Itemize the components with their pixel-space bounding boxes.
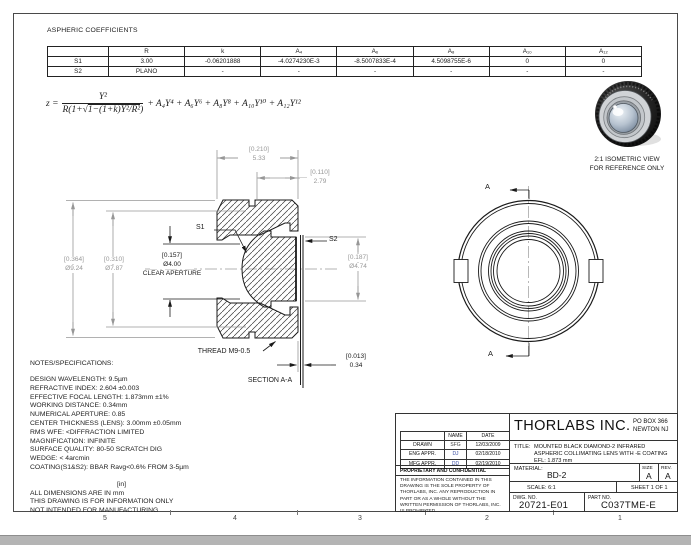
zone-tick xyxy=(297,510,298,515)
formula-tail: + A₄Y⁴ + A₆Y⁶ + A₈Y⁸ + A₁₀Y¹⁰ + A₁₂Y¹² xyxy=(147,99,301,109)
coeff-header-cell xyxy=(48,47,109,57)
approval-cell: SFG xyxy=(445,441,467,450)
notes-lines xyxy=(30,376,275,516)
coeff-cell: S1 xyxy=(48,57,109,67)
isometric-render xyxy=(595,81,661,147)
surface-s2-label: S2 xyxy=(329,236,338,243)
spanner-slot-right xyxy=(589,260,603,283)
rev-label: REV. xyxy=(661,465,672,471)
dim-id-in: [0.310] xyxy=(95,256,133,264)
proprietary-box xyxy=(396,465,509,517)
coeff-cell: - xyxy=(565,67,641,77)
note-line: SURFACE QUALITY: 80-50 SCRATCH DIG xyxy=(30,446,163,454)
coeff-cell: - xyxy=(261,67,337,77)
title-line3: EFL: 1.873 mm xyxy=(534,457,573,464)
approval-cell: DJ xyxy=(445,450,467,459)
title-lines xyxy=(534,444,667,465)
note-line: THIS DRAWING IS FOR INFORMATION ONLY xyxy=(30,498,174,506)
coeff-cell: 4.5098755E-6 xyxy=(413,57,489,67)
surface-s1-label: S1 xyxy=(196,224,205,231)
material-row xyxy=(509,464,677,482)
coeff-header-cell: A₁₀ xyxy=(489,47,565,57)
approval-cell: DATE xyxy=(467,432,510,441)
coeff-header-cell: k xyxy=(185,47,261,57)
dim-back-in: [0.110] xyxy=(300,169,340,177)
dim-clear-aperture-in: [0.157] xyxy=(150,252,194,260)
note-line: ALL DIMENSIONS ARE IN mm xyxy=(30,489,125,497)
part-label: PART NO. xyxy=(588,495,612,501)
note-line: DESIGN WAVELENGTH: 9.5µm xyxy=(30,376,128,383)
formula-fraction xyxy=(62,92,143,115)
coeff-header-cell: A₈ xyxy=(413,47,489,57)
approval-cell xyxy=(401,432,445,441)
formula-sqrt: 1−(1+k)Y²/R² xyxy=(87,105,141,115)
iso-caption-line2: FOR REFERENCE ONLY xyxy=(589,165,665,172)
dim-clear-aperture-mm: Ø4.00 xyxy=(150,261,194,269)
address-line2: NEWTON NJ xyxy=(633,426,669,433)
approval-cell: 12/03/2009 xyxy=(467,441,510,450)
note-line: [in] xyxy=(117,480,127,488)
coeff-header-cell: A₆ xyxy=(337,47,413,57)
size-box xyxy=(639,464,658,482)
size-label: SIZE xyxy=(642,465,653,471)
coeff-cell: - xyxy=(185,67,261,77)
coeff-header-cell: A₁₂ xyxy=(565,47,641,57)
approval-cell: DD xyxy=(445,459,467,468)
approval-cell: NAME xyxy=(445,432,467,441)
note-line: REFRACTIVE INDEX: 2.604 ±0.003 xyxy=(30,384,140,392)
coeff-cell: S2 xyxy=(48,67,109,77)
note-line: RMS WFE: <DIFFRACTION LIMITED xyxy=(30,428,145,436)
coeff-cell: -0.06201888 xyxy=(185,57,261,67)
proprietary-text: THE INFORMATION CONTAINED IN THIS DRAWING IS THE SOLE PROPERTY OF THORLABS, INC. ANY REPRODUCTION IN PART OR AS A WHOLE WITHOUT THE WRITTEN PERMISSION OF THORLABS, INC. IS PROHIBITED. xyxy=(400,478,501,515)
lens-section xyxy=(242,231,296,307)
zone-number: 1 xyxy=(618,515,622,522)
formula-denominator: R(1+√1−(1+k)Y²/R²) xyxy=(62,105,144,115)
formula-den-pre: R(1+ xyxy=(62,105,83,115)
dwg-part-divider xyxy=(584,493,585,511)
proprietary-title: PROPRIETARY AND CONFIDENTIAL xyxy=(396,466,509,476)
dim-working-distance-mm: 0.34 xyxy=(336,362,376,370)
iso-caption-line1: 2:1 ISOMETRIC VIEW xyxy=(594,156,660,163)
note-line: CENTER THICKNESS (LENS): 3.00mm ±0.05mm xyxy=(30,419,182,427)
number-row xyxy=(509,493,677,511)
dim-working-distance-in: [0.013] xyxy=(336,353,376,361)
mount-top-section xyxy=(217,200,298,240)
dim-id-mm: Ø7.87 xyxy=(95,265,133,273)
formula-lhs: z = xyxy=(46,98,59,109)
thread-callout: THREAD M9-0.5 xyxy=(197,348,251,355)
size-value: A xyxy=(646,471,652,481)
dim-width-in: [0.210] xyxy=(238,146,280,154)
section-caption: SECTION A-A xyxy=(247,377,293,384)
material-label: MATERIAL: xyxy=(514,466,543,472)
approval-cell: DRAWN xyxy=(401,441,445,450)
title-row xyxy=(509,441,677,464)
dim-od-mm: Ø9.24 xyxy=(55,265,93,273)
coeff-header-cell: R xyxy=(109,47,185,57)
formula-numerator: Y² xyxy=(62,92,143,104)
title-line2: ASPHERIC COLLIMATING LENS WITH -E COATING xyxy=(534,450,668,457)
approvals-table xyxy=(400,431,510,469)
coeff-cell: 0 xyxy=(489,57,565,67)
note-line: WEDGE: < 4arcmin xyxy=(30,455,90,463)
asphere-sag-formula xyxy=(46,92,301,115)
section-arrow-label-top: A xyxy=(485,182,491,191)
dim-od-in: [0.364] xyxy=(55,256,93,264)
zone-number: 5 xyxy=(103,515,107,522)
note-line: MAGNIFICATION: INFINITE xyxy=(30,437,116,445)
notes-title: NOTES/SPECIFICATIONS: xyxy=(30,360,114,367)
dwg-number: 20721-E01 xyxy=(519,500,569,511)
formula-den-post: ) xyxy=(140,105,144,115)
notes-block xyxy=(30,360,275,516)
approval-cell: MFG APPR. xyxy=(401,459,445,468)
material-value: BD-2 xyxy=(547,470,567,480)
coeff-cell: PLANO xyxy=(109,67,185,77)
address-line1: PO BOX 366 xyxy=(633,419,668,425)
rev-value: A xyxy=(665,471,671,481)
dim-s2-mm: Ø4.74 xyxy=(338,263,378,271)
company-address xyxy=(633,419,669,434)
coeff-cell: - xyxy=(337,67,413,77)
approval-cell: ENG APPR. xyxy=(401,450,445,459)
zone-number: 4 xyxy=(233,515,237,522)
note-line: NUMERICAL APERTURE: 0.85 xyxy=(30,411,126,419)
zone-number: 3 xyxy=(358,515,362,522)
dwg-label: DWG. NO. xyxy=(513,495,537,501)
mount-bottom-section xyxy=(217,298,298,338)
part-number: C037TME-E xyxy=(601,500,656,511)
coeff-cell: -8.5007833E-4 xyxy=(337,57,413,67)
spanner-slot-left xyxy=(454,260,468,283)
approval-cell: 02/19/2010 xyxy=(467,459,510,468)
rev-box xyxy=(658,464,677,482)
approval-cell: 02/18/2010 xyxy=(467,450,510,459)
coefficients-title: ASPHERIC COEFFICIENTS xyxy=(47,27,138,34)
sheet-value: SHEET 1 OF 1 xyxy=(631,484,668,491)
title-line1: MOUNTED BLACK DIAMOND-2 INFRARED xyxy=(534,443,646,450)
scale-sheet-divider xyxy=(616,482,617,493)
note-line: EFFECTIVE FOCAL LENGTH: 1.873mm ±1% xyxy=(30,393,169,401)
coeff-header-cell: A₄ xyxy=(261,47,337,57)
coeff-cell: - xyxy=(413,67,489,77)
clear-aperture-label: CLEAR APERTURE xyxy=(128,270,216,278)
dim-width-mm: 5.33 xyxy=(238,155,280,163)
note-line: COATING(S1&S2): BBAR Ravg<0.6% FROM 3-5µm xyxy=(30,463,189,471)
coeff-cell: - xyxy=(489,67,565,77)
company-header xyxy=(509,414,677,441)
coeff-cell: -4.0274230E-3 xyxy=(261,57,337,67)
title-label: TITLE: xyxy=(514,444,531,450)
company-name: THORLABS INC. xyxy=(514,418,631,434)
dim-back-mm: 2.79 xyxy=(300,178,340,186)
aspheric-coefficients-table xyxy=(47,46,642,77)
note-line: NOT INTENDED FOR MANUFACTURING xyxy=(30,507,159,515)
zone-number: 2 xyxy=(485,515,489,522)
title-block xyxy=(395,413,678,515)
note-line: WORKING DISTANCE: 0.34mm xyxy=(30,402,128,410)
coeff-cell: 3.00 xyxy=(109,57,185,67)
coeff-cell: 0 xyxy=(565,57,641,67)
section-arrow-label-bottom: A xyxy=(488,349,494,358)
dim-s2-in: [0.187] xyxy=(338,254,378,262)
scale-row xyxy=(509,482,677,493)
scale-value: SCALE: 6:1 xyxy=(527,484,556,491)
